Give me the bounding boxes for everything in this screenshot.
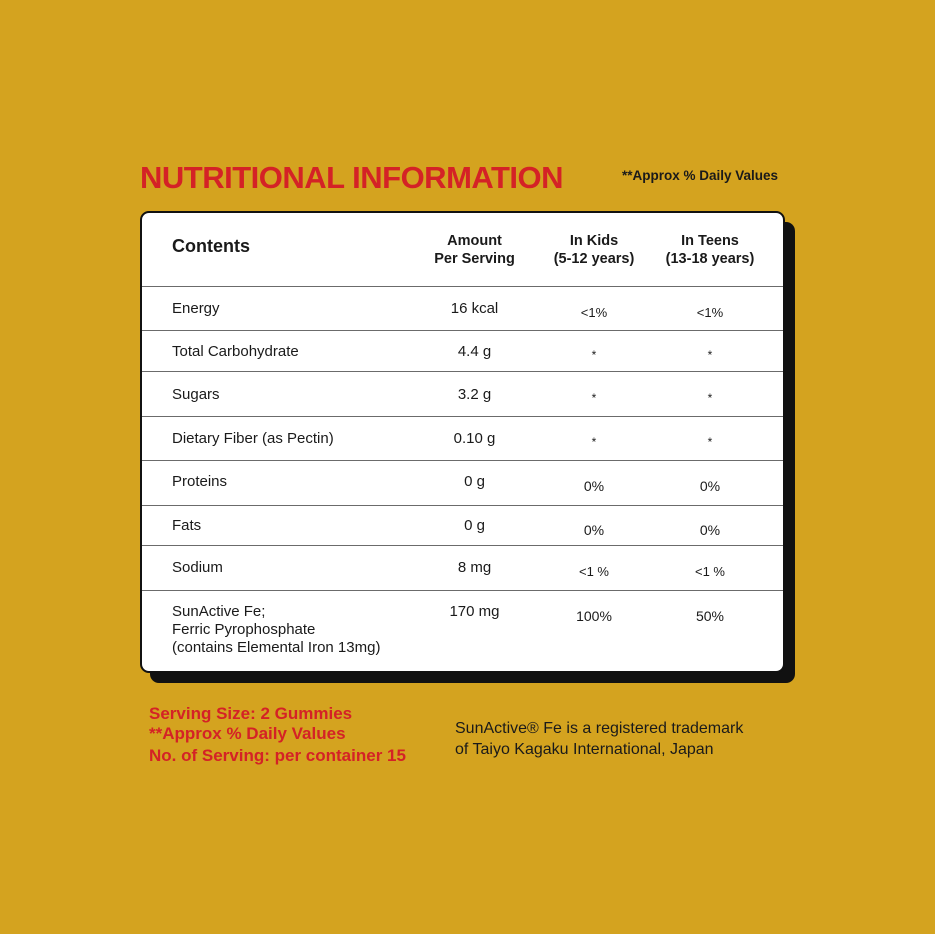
row-content-line3: (contains Elemental Iron 13mg) — [172, 639, 381, 656]
approx-daily-values-note: **Approx % Daily Values — [622, 168, 779, 183]
row-amount: 3.2 g — [457, 386, 492, 403]
row-teens-dv: <1 % — [695, 564, 725, 579]
header-contents: Contents — [172, 236, 250, 256]
row-teens-dv: 50% — [695, 608, 725, 624]
table-row — [142, 286, 783, 330]
table-row — [142, 371, 783, 416]
table-row — [142, 590, 783, 673]
row-kids-dv: * — [591, 391, 597, 405]
header-amount-line1: Amount — [447, 233, 502, 249]
row-teens-dv: 0% — [699, 522, 721, 538]
table-header — [142, 213, 783, 286]
serving-size: Serving Size: 2 Gummies — [149, 704, 353, 723]
row-kids-dv: <1 % — [579, 564, 609, 579]
row-teens-dv: * — [707, 435, 713, 449]
row-teens-dv: * — [707, 391, 713, 405]
header-teens — [650, 232, 770, 268]
row-content: Dietary Fiber (as Pectin) — [172, 430, 334, 447]
table-row — [142, 330, 783, 371]
serving-info — [149, 704, 406, 766]
row-kids-dv: <1% — [580, 305, 608, 320]
row-content: Sodium — [172, 559, 223, 576]
header-teens-line1: In Teens — [681, 233, 739, 249]
header-teens-line2: (13-18 years) — [665, 251, 755, 267]
row-content: Total Carbohydrate — [172, 343, 299, 360]
row-amount: 0 g — [464, 473, 485, 490]
row-teens-dv: 0% — [699, 478, 721, 494]
trademark-note — [455, 718, 743, 760]
row-amount: 8 mg — [457, 559, 492, 576]
row-amount: 0.10 g — [453, 430, 496, 447]
row-content-line2: Ferric Pyrophosphate — [172, 621, 316, 638]
servings-per-container: No. of Serving: per container 15 — [149, 746, 406, 765]
approx-daily-values: **Approx % Daily Values — [149, 724, 346, 743]
header-amount-line2: Per Serving — [434, 251, 515, 267]
row-amount: 0 g — [464, 517, 485, 534]
table-row — [142, 460, 783, 505]
row-amount: 170 mg — [449, 603, 500, 620]
table-row — [142, 505, 783, 545]
row-content: Fats — [172, 517, 202, 534]
nutrition-table — [140, 211, 785, 673]
header-amount — [397, 232, 552, 268]
row-kids-dv: 0% — [583, 522, 605, 538]
trademark-line1: SunActive® Fe is a registered trademark — [455, 720, 744, 737]
row-kids-dv: 100% — [576, 608, 612, 624]
table-row — [142, 545, 783, 590]
row-content: Sugars — [172, 386, 220, 403]
row-amount: 16 kcal — [450, 300, 499, 317]
trademark-line2: of Taiyo Kagaku International, Japan — [455, 741, 714, 758]
row-content: Energy — [172, 300, 220, 317]
row-content — [172, 603, 380, 657]
row-kids-dv: * — [591, 435, 597, 449]
row-amount: 4.4 g — [457, 343, 492, 360]
row-teens-dv: <1% — [696, 305, 724, 320]
table-row — [142, 416, 783, 460]
row-kids-dv: 0% — [583, 478, 605, 494]
header-kids-line2: (5-12 years) — [553, 251, 635, 267]
row-content-line1: SunActive Fe; — [172, 603, 266, 620]
row-kids-dv: * — [591, 348, 597, 362]
row-teens-dv: * — [707, 348, 713, 362]
row-content: Proteins — [172, 473, 228, 490]
header-kids — [534, 232, 654, 268]
page-title: NUTRITIONAL INFORMATION — [140, 160, 564, 195]
header-kids-line1: In Kids — [569, 233, 619, 249]
